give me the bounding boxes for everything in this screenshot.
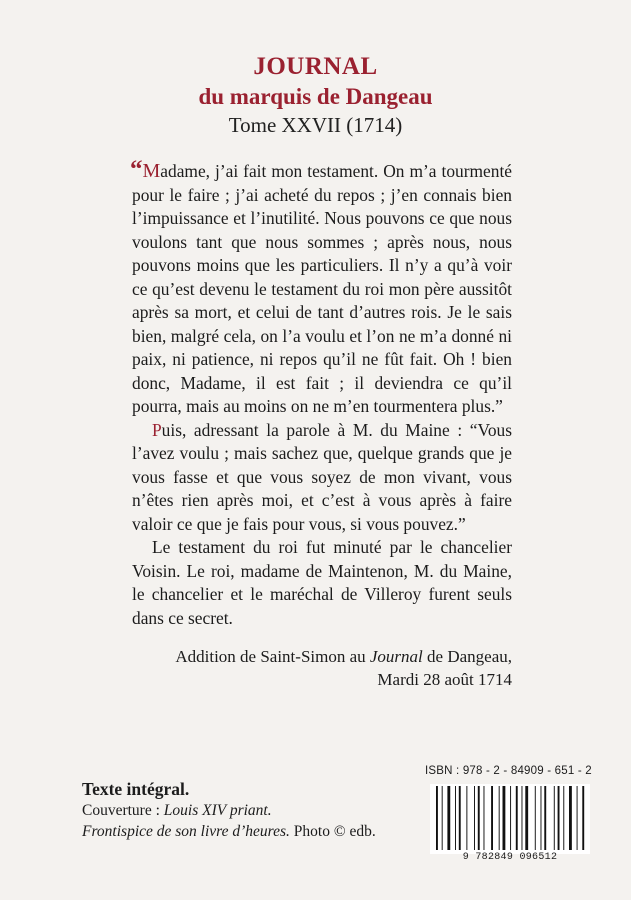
source-journal: Journal — [369, 647, 423, 666]
photo-credit: Photo © edb. — [289, 823, 376, 840]
barcode-bar — [544, 786, 546, 850]
barcode-bar — [478, 786, 480, 850]
barcode-bar — [541, 786, 542, 850]
initial-letter: M — [142, 160, 161, 182]
barcode-bar — [442, 786, 443, 850]
paragraph-2-text: uis, adressant la parole à M. du Maine : “Vous l’avez voulu ; mais sachez que, quelque grands que je vous fasse et que vous soyez de mon vivant, vous n’êtes rien après moi, et c’est à vous après à faire valoir ce que je fais pour vous, si vous pouvez.” — [132, 419, 512, 534]
barcode-bar — [503, 786, 506, 850]
barcode-bar — [510, 786, 511, 850]
barcode-bar — [436, 786, 438, 850]
source-line-1 — [132, 645, 512, 668]
quote-mark: “ — [130, 156, 143, 183]
barcode-bar — [582, 786, 584, 850]
barcode-bar — [525, 786, 528, 850]
barcode-bar — [491, 786, 493, 850]
barcode-digits: 9 782849 096512 — [462, 852, 558, 863]
quote-body — [130, 156, 512, 630]
book-title: JOURNAL — [253, 53, 378, 80]
barcode-bar — [447, 786, 450, 850]
barcode-bar — [474, 786, 475, 850]
book-volume: Tome XXVII (1714) — [228, 113, 403, 137]
integral-text: Texte intégral. — [82, 779, 190, 799]
cover-label: Couverture : — [82, 802, 164, 819]
barcode-bar — [535, 786, 536, 850]
barcode-bar — [484, 786, 485, 850]
quote-paragraph-3: Le testament du roi fut minuté par le chancelier Voisin. Le roi, madame de Maintenon, M. du Maine, le chancelier et le maréchal de Villeroy furent seuls dans ce secret. — [132, 537, 512, 628]
frontispice-credit — [82, 821, 382, 842]
barcode-bar — [554, 786, 555, 850]
barcode-bar — [459, 786, 461, 850]
frontispice-text: Frontispice de son livre d’heures. — [82, 823, 290, 840]
source-attribution — [132, 645, 512, 691]
barcode — [430, 784, 590, 854]
barcode-bar — [577, 786, 578, 850]
barcode-bar — [558, 786, 560, 850]
book-subtitle: du marquis de Dangeau — [198, 84, 433, 109]
title-block — [0, 52, 631, 138]
paragraph-2-initial: P — [152, 419, 162, 440]
barcode-bar — [466, 786, 467, 850]
cover-credit — [82, 800, 382, 821]
source-pre: Addition de Saint-Simon au — [175, 647, 370, 666]
source-date: Mardi 28 août 1714 — [377, 670, 512, 689]
barcode-bar — [516, 786, 518, 850]
credits — [82, 778, 382, 842]
barcode-bar — [563, 786, 564, 850]
barcode-bar — [499, 786, 500, 850]
barcode-bar — [522, 786, 523, 850]
barcode-bar — [455, 786, 456, 850]
quote-paragraph-2 — [132, 419, 512, 537]
barcode-graphic — [430, 784, 590, 852]
source-post: de Dangeau, — [422, 647, 512, 666]
isbn-label: ISBN : 978 - 2 - 84909 - 651 - 2 — [425, 765, 592, 777]
paragraph-1-text: adame, j’ai fait mon testament. On m’a tourmenté pour le faire ; j’ai acheté du repos ; j’en connais bien l’impuissance et l’inutilité. Nous pouvons ce que nous voulons tant que nous sommes ; après nous, nous pouvons moins que les particuliers. Il n’y a qu’à voir ce qu’est devenu le testament du roi mon père aussitôt après sa mort, et celui de tant d’autres rois. Je le sais bien, malgré cela, on l’a voulu et l’on ne m’a donné ni paix, ni patience, ni repos qu’il ne fût fait. Oh ! bien donc, Madame, il est fait ; il deviendra ce qu’il pourra, mais au moins on ne m’en tourmentera plus.” — [132, 161, 512, 416]
quote-paragraph-1 — [130, 156, 512, 419]
barcode-bar — [569, 786, 572, 850]
cover-title: Louis XIV priant. — [163, 802, 272, 819]
